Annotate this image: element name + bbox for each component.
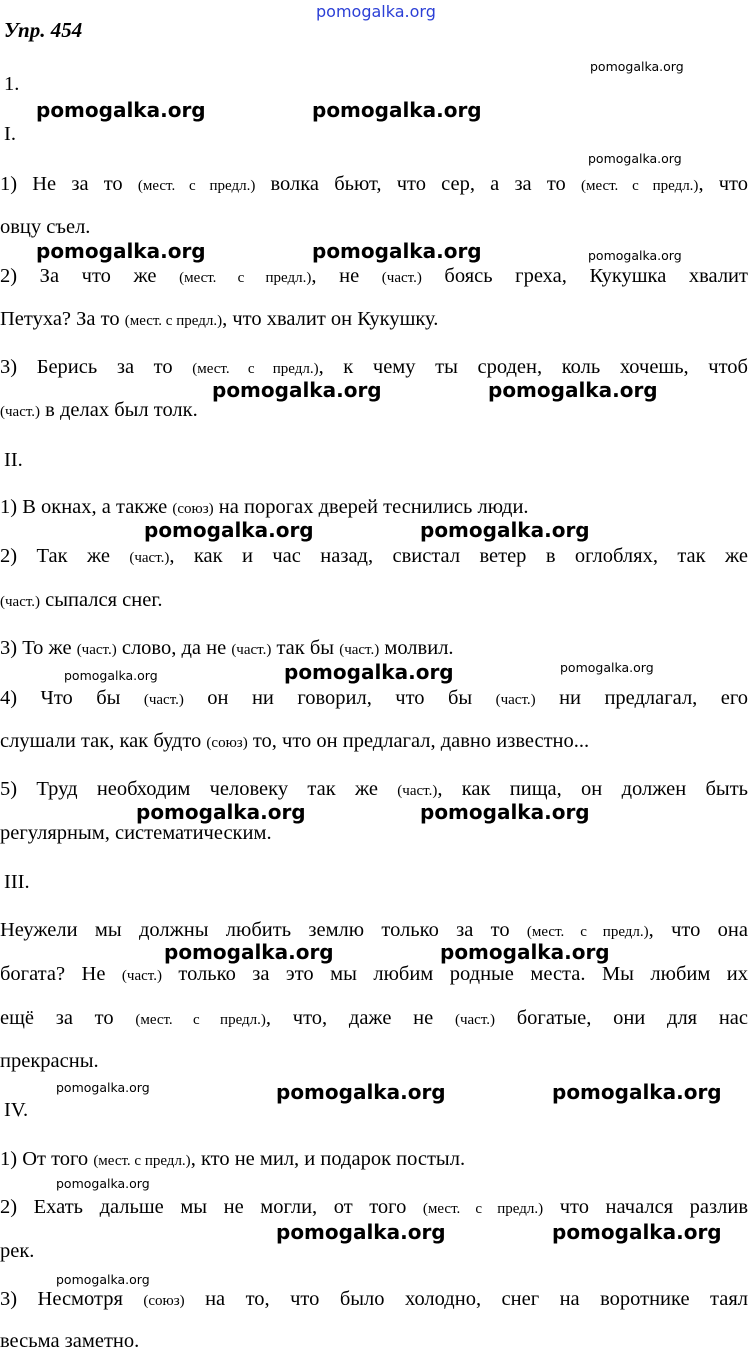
watermark: pomogalka.org — [552, 1080, 722, 1104]
section-heading-2: II. — [4, 449, 23, 471]
sentence-2-2-cont: (част.) сыпался снег. — [0, 589, 163, 611]
paragraph-3-line-4: прекрасны. — [0, 1050, 99, 1072]
sentence-1-1-cont: овцу съел. — [0, 216, 91, 238]
watermark: pomogalka.org — [488, 378, 658, 402]
watermark: pomogalka.org — [588, 248, 682, 263]
paragraph-3-line-2: богата? Не (част.) только за это мы любим родные места. Мы любим их — [0, 963, 748, 985]
section-heading-1: I. — [4, 123, 16, 145]
section-heading-3: III. — [4, 871, 30, 893]
sentence-4-3-cont: весьма заметно. — [0, 1330, 140, 1352]
watermark: pomogalka.org — [36, 98, 206, 122]
watermark: pomogalka.org — [284, 660, 454, 684]
watermark: pomogalka.org — [136, 800, 306, 824]
sentence-4-2-cont: рек. — [0, 1240, 35, 1262]
sentence-2-3: 3) То же (част.) слово, да не (част.) так бы (част.) молвил. — [0, 637, 454, 659]
sentence-1-3: 3) Берись за то (мест. с предл.), к чему ты сроден, коль хочешь, чтоб — [0, 356, 748, 378]
watermark: pomogalka.org — [56, 1176, 150, 1191]
item-number: 1. — [4, 73, 20, 95]
watermark: pomogalka.org — [56, 1080, 150, 1095]
watermark: pomogalka.org — [588, 151, 682, 166]
watermark: pomogalka.org — [312, 239, 482, 263]
watermark: pomogalka.org — [560, 660, 654, 675]
watermark: pomogalka.org — [212, 378, 382, 402]
sentence-2-5: 5) Труд необходим человеку так же (част.), как пища, он должен быть — [0, 778, 748, 800]
sentence-1-3-cont: (част.) в делах был толк. — [0, 399, 198, 421]
watermark: pomogalka.org — [64, 668, 158, 683]
paragraph-3-line-3: ещё за то (мест. с предл.), что, даже не (част.) богатые, они для нас — [0, 1007, 748, 1029]
site-link[interactable]: pomogalka.org — [316, 2, 436, 21]
sentence-2-4: 4) Что бы (част.) он ни говорил, что бы (част.) ни предлагал, его — [0, 687, 748, 709]
sentence-4-1: 1) От того (мест. с предл.), кто не мил, и подарок постыл. — [0, 1148, 466, 1170]
exercise-title: Упр. 454 — [4, 18, 83, 42]
watermark: pomogalka.org — [56, 1272, 150, 1287]
watermark: pomogalka.org — [164, 940, 334, 964]
watermark: pomogalka.org — [440, 940, 610, 964]
watermark: pomogalka.org — [144, 518, 314, 542]
sentence-2-4-cont: слушали так, как будто (союз) то, что он предлагал, давно известно... — [0, 730, 590, 752]
watermark: pomogalka.org — [420, 518, 590, 542]
sentence-4-3: 3) Несмотря (союз) на то, что было холодно, снег на воротнике таял — [0, 1288, 748, 1310]
sentence-1-2-cont: Петуха? За то (мест. с предл.), что хвалит он Кукушку. — [0, 308, 439, 330]
sentence-1-1: 1) Не за то (мест. с предл.) волка бьют, что сер, а за то (мест. с предл.), что — [0, 173, 748, 195]
watermark: pomogalka.org — [36, 239, 206, 263]
watermark: pomogalka.org — [276, 1080, 446, 1104]
watermark: pomogalka.org — [552, 1220, 722, 1244]
watermark: pomogalka.org — [590, 59, 684, 74]
watermark: pomogalka.org — [276, 1220, 446, 1244]
watermark: pomogalka.org — [420, 800, 590, 824]
section-heading-4: IV. — [4, 1099, 29, 1121]
watermark: pomogalka.org — [312, 98, 482, 122]
sentence-2-1: 1) В окнах, а также (союз) на порогах дверей теснились люди. — [0, 496, 529, 518]
sentence-2-2: 2) Так же (част.), как и час назад, свистал ветер в оглоблях, так же — [0, 545, 748, 567]
sentence-1-2: 2) За что же (мест. с предл.), не (част.) боясь греха, Кукушка хвалит — [0, 265, 748, 287]
sentence-2-5-cont: регулярным, систематическим. — [0, 822, 272, 844]
sentence-4-2: 2) Ехать дальше мы не могли, от того (мест. с предл.) что начался разлив — [0, 1196, 748, 1218]
paragraph-3-line-1: Неужели мы должны любить землю только за то (мест. с предл.), что она — [0, 919, 748, 941]
